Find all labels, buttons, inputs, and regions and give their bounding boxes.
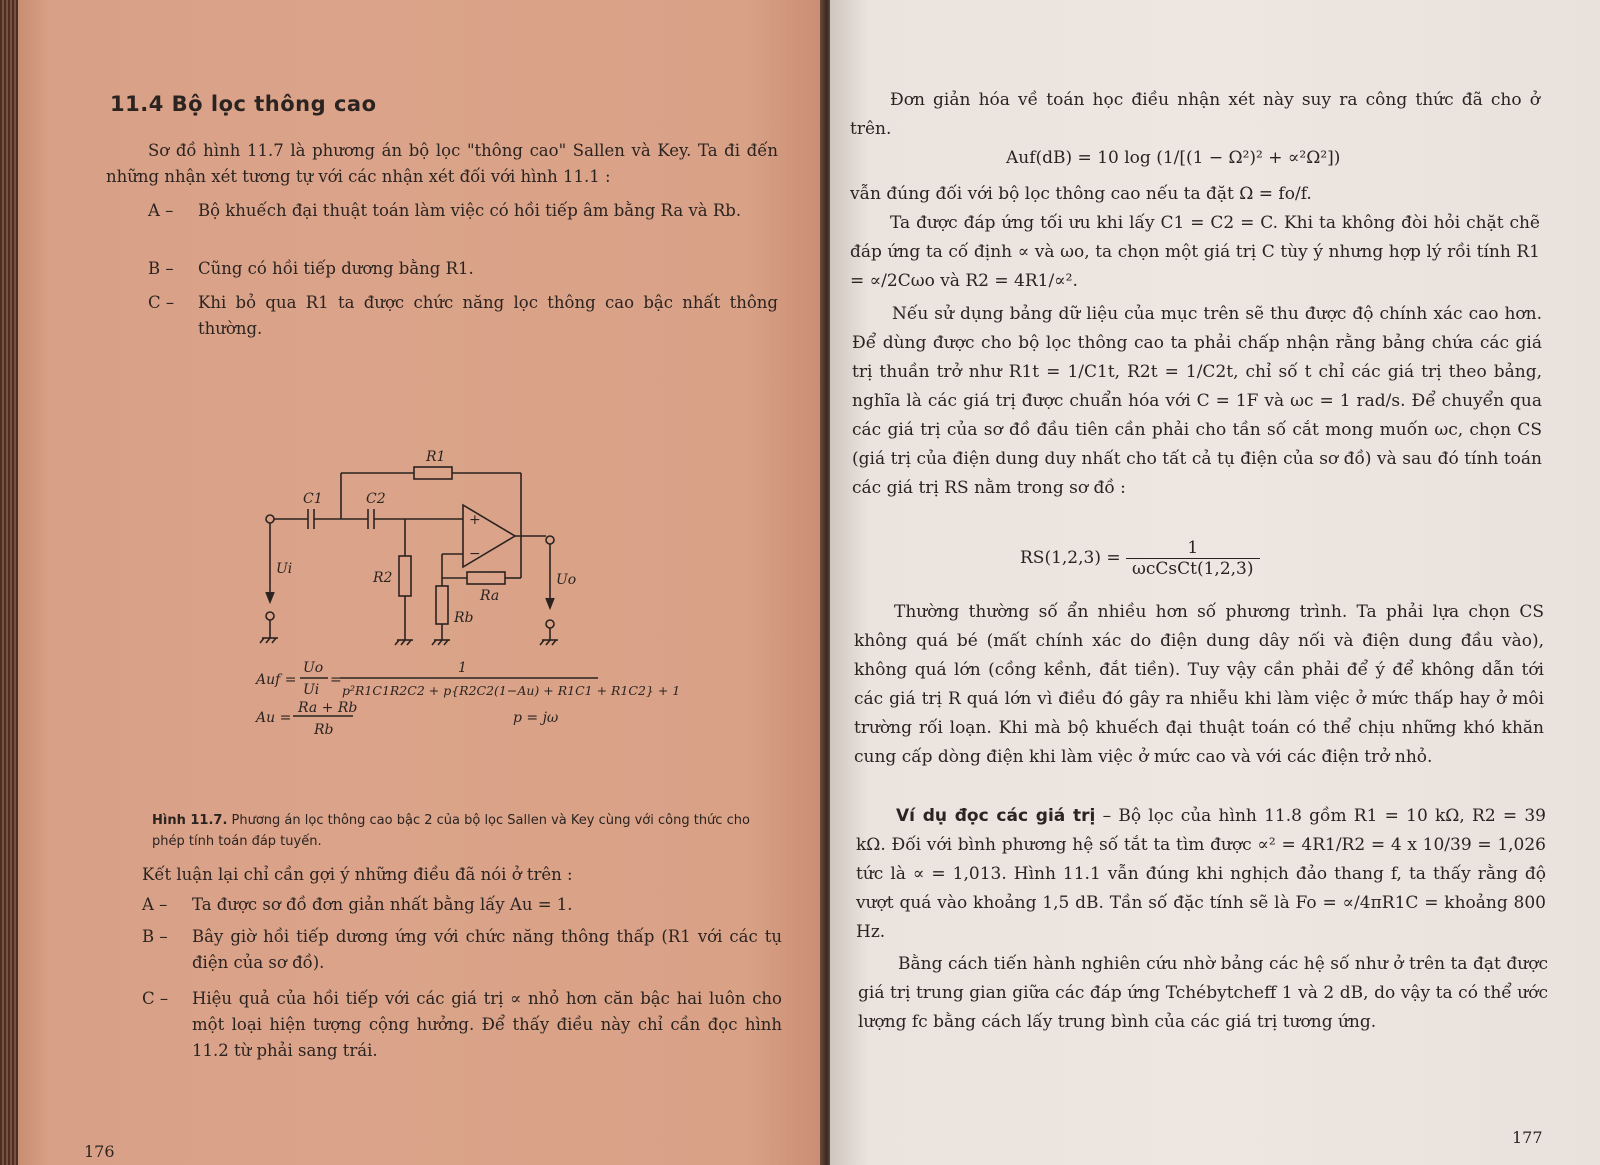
label-r2: R2 bbox=[373, 570, 393, 586]
rs-denominator: ωcCsCt(1,2,3) bbox=[1132, 559, 1254, 579]
rs-lhs: RS(1,2,3) = bbox=[1020, 548, 1121, 568]
paragraph-4: Nếu sử dụng bảng dữ liệu của mục trên sẽ thu được độ chính xác cao hơn. Để dùng được cho bộ lọc thông cao ta phải chấp nhận rằng bảng chứa các giá trị thuần trở như R1t = 1/C1t, R2t = 1/C2t, chỉ số t chỉ các giá trị theo bảng, nghĩa là các giá trị được chuẩn hóa với C = 1F và ωc = 1 rad/s. Để chuyển qua các giá trị của sơ đồ đầu tiên cần phải cho tần số cắt mong muốn ωc, chọn CS (giá trị của điện dung duy nhất cho tất cả tụ điện của sơ đồ) và sau đó tính toán các giá trị RS nằm trong sơ đồ : bbox=[852, 304, 1542, 498]
label-r1: R1 bbox=[426, 449, 446, 465]
list2-item-a bbox=[142, 892, 782, 918]
list-mark: A – bbox=[142, 895, 168, 914]
auf-formula: Auf(dB) = 10 log (1/[(1 − Ω²)² + ∝²Ω²]) bbox=[1006, 148, 1341, 168]
book-edge bbox=[0, 0, 18, 1165]
page-number-right: 177 bbox=[1512, 1128, 1543, 1147]
section-title: 11.4 Bộ lọc thông cao bbox=[110, 92, 377, 116]
paragraph-3: Ta được đáp ứng tối ưu khi lấy C1 = C2 = C. Khi ta không đòi hỏi chặt chẽ đáp ứng ta cố định ∝ và ωo, ta chọn một giá trị C tùy ý nhưng hợp lý rồi tính R1 = ∝/2Cωo và R2 = 4R1/∝². bbox=[850, 213, 1540, 291]
label-uo: Uo bbox=[556, 572, 577, 588]
list-mark: C – bbox=[142, 989, 169, 1008]
list-text: Ta được sơ đồ đơn giản nhất bằng lấy Au = 1. bbox=[192, 895, 573, 914]
eq1-frac-num: Uo bbox=[303, 660, 324, 676]
paragraph-6 bbox=[856, 802, 1546, 947]
paragraph-7: Bằng cách tiến hành nghiên cứu nhờ bảng các hệ số như ở trên ta đạt được giá trị trung gian giữa các đáp ứng Tchébytcheff 1 và 2 dB, do vậy ta có thể ước lượng fc bằng cách lấy trung bình của các giá trị tương ứng. bbox=[858, 954, 1548, 1032]
rs-numerator: 1 bbox=[1126, 538, 1259, 559]
list-text: Bộ khuếch đại thuật toán làm việc có hồi tiếp âm bằng Ra và Rb. bbox=[198, 201, 742, 220]
figure-caption bbox=[152, 810, 752, 852]
example-text: – Bộ lọc của hình 11.8 gồm R1 = 10 kΩ, R2 = 39 kΩ. Đối với bình phương hệ số tắt ta tìm được ∝² = 4R1/R2 = 4 x 10/39 = 1,026 tức là ∝ = 1,013. Hình 11.1 vẫn đúng khi nghịch đảo thang f, ta thấy rằng độ vượt quá vào khoảng 1,5 dB. Tần số đặc tính sẽ là Fo = ∝/4πR1C = khoảng 800 Hz. bbox=[856, 806, 1546, 942]
eq1-frac-den: Ui bbox=[303, 682, 320, 698]
caption-label: Hình 11.7. bbox=[152, 813, 228, 828]
label-ui: Ui bbox=[276, 561, 293, 577]
eq1-den: p²R1C1R2C2 + p{R2C2(1−Au) + R1C1 + R1C2} + 1 bbox=[342, 683, 681, 698]
list-mark: B – bbox=[148, 259, 174, 278]
paragraph-5: Thường thường số ẩn nhiều hơn số phương trình. Ta phải lựa chọn CS không quá bé (mất chính xác do điện dung dây nối và điện dung đầu vào), không quá lớn (cồng kềnh, đắt tiền). Tuy vậy cần phải để ý để không dẫn tới các giá trị R quá lớn vì điều đó gây ra nhiễu khi làm việc ở mức thấp hay ở môi trường rối loạn. Khi mà bộ khuếch đại thuật toán có thể chịu những khó khăn cung cấp dòng điện khi làm việc ở mức cao và với các điện trở nhỏ. bbox=[854, 602, 1544, 767]
example-heading: Ví dụ đọc các giá trị bbox=[896, 806, 1096, 826]
label-ra: Ra bbox=[480, 588, 500, 604]
list-text: Bây giờ hồi tiếp dương ứng với chức năng thông thấp (R1 với các tụ điện của sơ đồ). bbox=[192, 927, 782, 972]
label-c1: C1 bbox=[303, 491, 323, 507]
list2-item-b bbox=[142, 924, 782, 976]
label-rb: Rb bbox=[454, 610, 474, 626]
paragraph-2: vẫn đúng đối với bộ lọc thông cao nếu ta đặt Ω = fo/f. bbox=[850, 184, 1312, 204]
list-text: Khi bỏ qua R1 ta được chức năng lọc thông cao bậc nhất thông thường. bbox=[198, 293, 778, 338]
list-text: Hiệu quả của hồi tiếp với các giá trị ∝ nhỏ hơn căn bậc hai luôn cho một loại hiện tượng cộng hưởng. Để thấy điều này chỉ cần đọc hình 11.2 từ phải sang trái. bbox=[192, 989, 782, 1060]
eq3: p = jω bbox=[513, 710, 559, 726]
page-number-left: 176 bbox=[84, 1142, 115, 1161]
eq1-lhs: Auf = bbox=[256, 672, 297, 688]
list-mark: C – bbox=[148, 293, 175, 312]
list2-item-c bbox=[142, 986, 782, 1064]
label-minus: − bbox=[469, 546, 481, 562]
paragraph-1: Đơn giản hóa về toán học điều nhận xét này suy ra công thức đã cho ở trên. bbox=[850, 90, 1540, 139]
eq1-eq: = bbox=[330, 672, 342, 688]
caption-text: Phương án lọc thông cao bậc 2 của bộ lọc Sallen và Key cùng với công thức cho phép tính toán đáp tuyến. bbox=[152, 813, 750, 849]
right-page bbox=[830, 0, 1600, 1165]
eq1-num: 1 bbox=[458, 660, 467, 676]
eq2-den: Rb bbox=[314, 722, 334, 738]
left-page bbox=[18, 0, 824, 1165]
list-text: Cũng có hồi tiếp dương bằng R1. bbox=[198, 259, 474, 278]
label-c2: C2 bbox=[366, 491, 386, 507]
list-mark: B – bbox=[142, 927, 168, 946]
list-mark: A – bbox=[148, 201, 174, 220]
eq2-lhs: Au = bbox=[256, 710, 292, 726]
eq2-num: Ra + Rb bbox=[298, 700, 358, 716]
intro-paragraph: Sơ đồ hình 11.7 là phương án bộ lọc "thông cao" Sallen và Key. Ta đi đến những nhận xét tương tự với các nhận xét đối với hình 11.1 : bbox=[106, 141, 778, 186]
label-plus: + bbox=[469, 512, 481, 528]
conclusion-paragraph: Kết luận lại chỉ cần gợi ý những điều đã nói ở trên : bbox=[142, 865, 573, 884]
rs-fraction bbox=[1126, 538, 1259, 579]
rs-formula bbox=[1020, 538, 1260, 579]
